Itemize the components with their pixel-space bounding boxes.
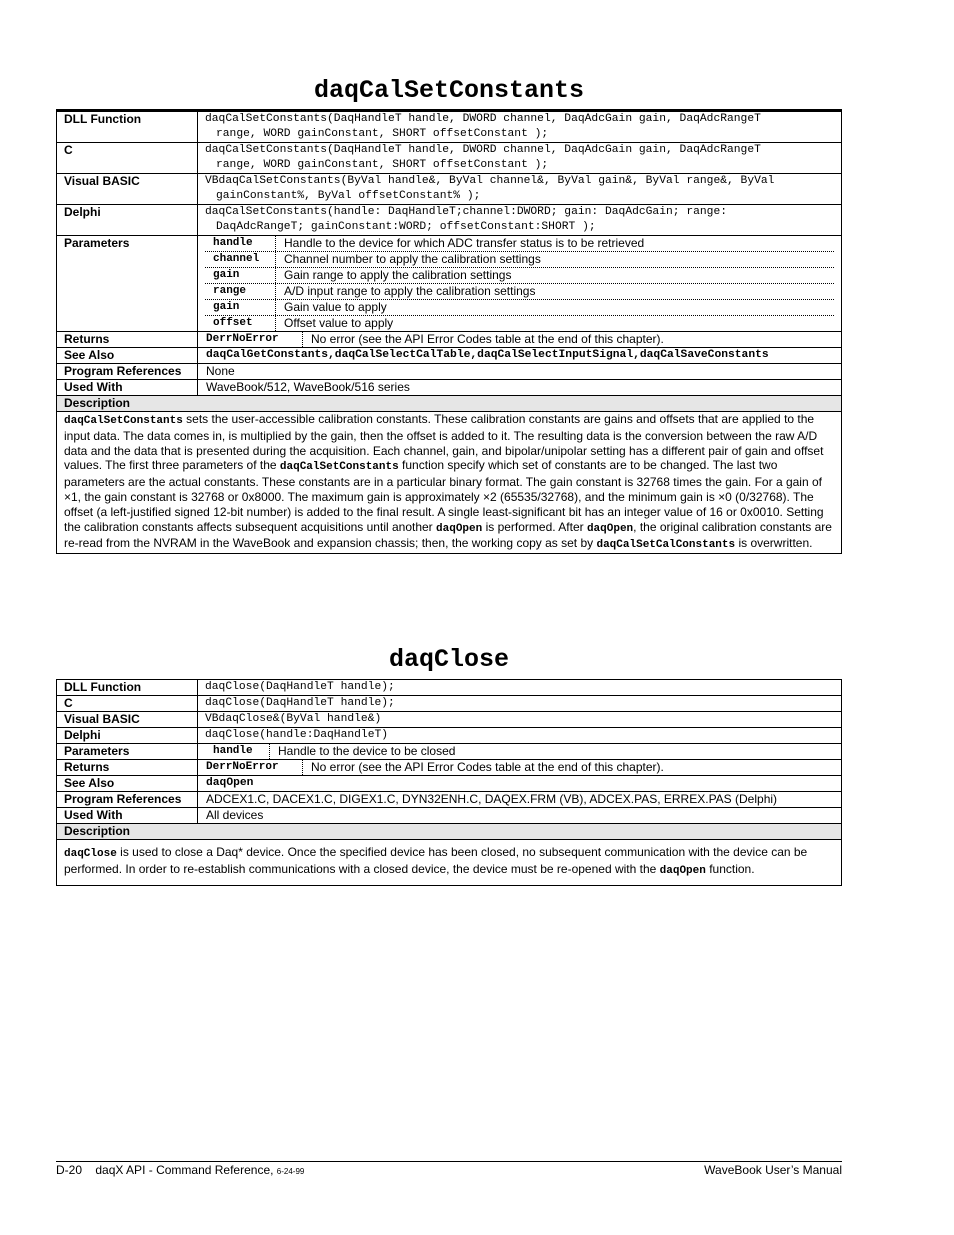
dll-function-row <box>57 680 842 696</box>
parameter-item <box>205 284 834 300</box>
visual-basic-line2: gainConstant%, ByVal offsetConstant% ); <box>216 190 481 202</box>
dll-function-value <box>198 111 842 143</box>
parameters-label: Parameters <box>57 236 198 332</box>
c-value: daqClose(DaqHandleT handle); <box>198 696 842 712</box>
returns-desc: No error (see the API Error Codes table at the end of this chapter). <box>311 760 664 774</box>
used-with-row <box>57 380 842 396</box>
code-ref: daqCalSetConstants <box>64 415 183 427</box>
delphi-label: Delphi <box>57 728 198 744</box>
delphi-row <box>57 728 842 744</box>
description-header-row <box>57 396 842 412</box>
description-segment: , the original calibration constants are re-read from the NVRAM in the WaveBook and expansion chassis; then, the working copy as set by <box>64 519 832 551</box>
code-ref: daqOpen <box>436 522 483 535</box>
revision-date: 6-24-99 <box>276 1167 305 1176</box>
used-with-label: Used With <box>57 380 198 396</box>
parameters-list <box>198 744 842 760</box>
parameter-item <box>205 300 834 316</box>
returns-desc: No error (see the API Error Codes table at the end of this chapter). <box>311 332 664 346</box>
returns-row <box>57 332 842 348</box>
c-label: C <box>57 696 198 712</box>
delphi-row <box>57 205 842 236</box>
c-line2: range, WORD gainConstant, SHORT offsetConstant ); <box>216 159 549 171</box>
code-ref: daqClose <box>64 848 117 860</box>
used-with-row <box>57 808 842 824</box>
c-row <box>57 143 842 174</box>
parameter-item <box>205 236 834 252</box>
returns-entry <box>206 760 834 775</box>
returns-label: Returns <box>57 760 198 776</box>
parameter-name: gain <box>205 268 276 283</box>
returns-code: DerrNoError <box>206 332 303 347</box>
see-also-label: See Also <box>57 776 198 792</box>
returns-code: DerrNoError <box>206 760 303 775</box>
program-references-row <box>57 792 842 808</box>
delphi-value: daqClose(handle:DaqHandleT) <box>198 728 842 744</box>
parameter-item <box>205 744 834 759</box>
delphi-line2: DaqAdcRangeT; gainConstant:WORD; offsetConstant:SHORT ); <box>216 221 596 233</box>
parameter-name: gain <box>205 300 276 315</box>
delphi-value <box>198 205 842 236</box>
c-line1: daqCalSetConstants(DaqHandleT handle, DWORD channel, DaqAdcGain gain, DaqAdcRangeT <box>205 144 761 156</box>
used-with-value: WaveBook/512, WaveBook/516 series <box>198 380 842 396</box>
section-title-daqcalsetconstants: daqCalSetConstants <box>313 76 585 105</box>
dll-function-line2: range, WORD gainConstant, SHORT offsetConstant ); <box>216 128 549 140</box>
dll-function-value: daqClose(DaqHandleT handle); <box>198 680 842 696</box>
returns-value <box>198 760 842 776</box>
description-header-row <box>57 824 842 840</box>
dll-function-label: DLL Function <box>57 680 198 696</box>
description-label: Description <box>57 396 842 412</box>
visual-basic-value: VBdaqClose&(ByVal handle&) <box>198 712 842 728</box>
footer-left <box>56 1163 304 1179</box>
used-with-label: Used With <box>57 808 198 824</box>
visual-basic-label: Visual BASIC <box>57 712 198 728</box>
parameter-item <box>205 268 834 284</box>
section-title-daqclose: daqClose <box>388 645 510 674</box>
description-text <box>57 840 842 886</box>
code-ref: daqOpen <box>659 864 706 877</box>
see-also-value: daqOpen <box>198 776 842 792</box>
parameter-name: offset <box>205 316 276 331</box>
manual-title: WaveBook User’s Manual <box>704 1163 842 1177</box>
description-segment: function specify which set of constants are to be changed. The last two parameters are the actual constants. These constants are in a particular binary format. The gain constant is 32768 times the gain. For a gain of ×1, the gain constant is 32768 or 0x8000. The maximum gain is approximately ×2 (65535/32768), and the minimum gain is ×0 (0/32768). The offset (a left-justified signed 12-bit number) is added to the final result. A single least-significant bit has an integer value of 16 or 0x0010. Setting the calibration constants affects subsequent acquisitions until another <box>64 458 824 534</box>
delphi-line1: daqCalSetConstants(handle: DaqHandleT;channel:DWORD; gain: DaqAdcGain; range: <box>205 206 728 218</box>
description-segment: is overwritten. <box>735 536 813 551</box>
returns-entry <box>206 332 834 347</box>
description-label: Description <box>57 824 842 840</box>
visual-basic-row <box>57 174 842 205</box>
parameter-name: handle <box>205 744 270 759</box>
parameter-name: handle <box>205 236 276 251</box>
code-ref: daqCalSetConstants <box>279 461 399 474</box>
delphi-label: Delphi <box>57 205 198 236</box>
returns-value <box>198 332 842 348</box>
description-segment: sets the user-accessible calibration constants. These calibration constants are gains and offsets that are applied to the input data. The data comes in, is multiplied by the gain, then the offset is added to it. The resulting data is the conversion between the raw A/D data and the data that is presented during the acquisition. Each channel, gain, and bipolar/unipolar setting has a different pair of gain and offset values. The first three parameters of the <box>64 412 824 473</box>
see-also-row <box>57 348 842 364</box>
description-body-row <box>57 840 842 886</box>
program-references-label: Program References <box>57 792 198 808</box>
parameter-desc: A/D input range to apply the calibration settings <box>284 284 536 298</box>
description-text <box>57 412 842 554</box>
program-references-value: ADCEX1.C, DACEX1.C, DIGEX1.C, DYN32ENH.C, DAQEX.FRM (VB), ADCEX.PAS, ERREX.PAS (Delphi) <box>198 792 842 808</box>
parameter-desc: Gain range to apply the calibration settings <box>284 268 512 282</box>
dll-function-label: DLL Function <box>57 111 198 143</box>
parameter-name: channel <box>205 252 276 267</box>
code-ref: daqOpen <box>586 522 634 535</box>
parameter-desc: Channel number to apply the calibration settings <box>284 252 541 266</box>
dll-function-row <box>57 111 842 143</box>
c-value <box>198 143 842 174</box>
returns-label: Returns <box>57 332 198 348</box>
parameter-desc: Handle to the device to be closed <box>278 744 456 758</box>
code-ref: daqCalSetCalConstants <box>596 539 736 552</box>
description-segment: function. <box>705 861 755 876</box>
see-also-label: See Also <box>57 348 198 364</box>
parameters-row <box>57 744 842 760</box>
used-with-value: All devices <box>198 808 842 824</box>
see-also-value: daqCalGetConstants,daqCalSelectCalTable,daqCalSelectInputSignal,daqCalSaveConstants <box>198 348 842 364</box>
footer-rule <box>56 1161 842 1162</box>
parameters-label: Parameters <box>57 744 198 760</box>
parameter-desc: Handle to the device for which ADC transfer status is to be retrieved <box>284 236 645 250</box>
chapter-title: daqX API - Command Reference, <box>95 1163 277 1177</box>
description-segment: is used to close a Daq* device. Once the specified device has been closed, no subsequent communication with the device can be performed. In order to re-establish communications with a closed device, the device must be re-opened with the <box>64 845 808 876</box>
parameters-list <box>198 236 842 332</box>
description-body-row <box>57 412 842 554</box>
program-references-value: None <box>198 364 842 380</box>
parameter-name: range <box>205 284 276 299</box>
see-also-row <box>57 776 842 792</box>
visual-basic-row <box>57 712 842 728</box>
visual-basic-line1: VBdaqCalSetConstants(ByVal handle&, ByVal channel&, ByVal gain&, ByVal range&, ByVal <box>205 175 775 187</box>
visual-basic-label: Visual BASIC <box>57 174 198 205</box>
visual-basic-value <box>198 174 842 205</box>
daqcalsetconstants-reference-table <box>56 109 842 554</box>
returns-row <box>57 760 842 776</box>
program-references-row <box>57 364 842 380</box>
page-number: D-20 <box>56 1163 83 1177</box>
parameters-row <box>57 236 842 332</box>
dll-function-line1: daqCalSetConstants(DaqHandleT handle, DWORD channel, DaqAdcGain gain, DaqAdcRangeT <box>205 113 761 125</box>
parameter-item <box>205 252 834 268</box>
parameter-item <box>205 316 834 331</box>
c-label: C <box>57 143 198 174</box>
description-segment: is performed. After <box>482 519 587 534</box>
daqclose-reference-table <box>56 679 842 886</box>
parameter-desc: Gain value to apply <box>284 300 387 314</box>
parameter-desc: Offset value to apply <box>284 316 394 330</box>
c-row <box>57 696 842 712</box>
program-references-label: Program References <box>57 364 198 380</box>
